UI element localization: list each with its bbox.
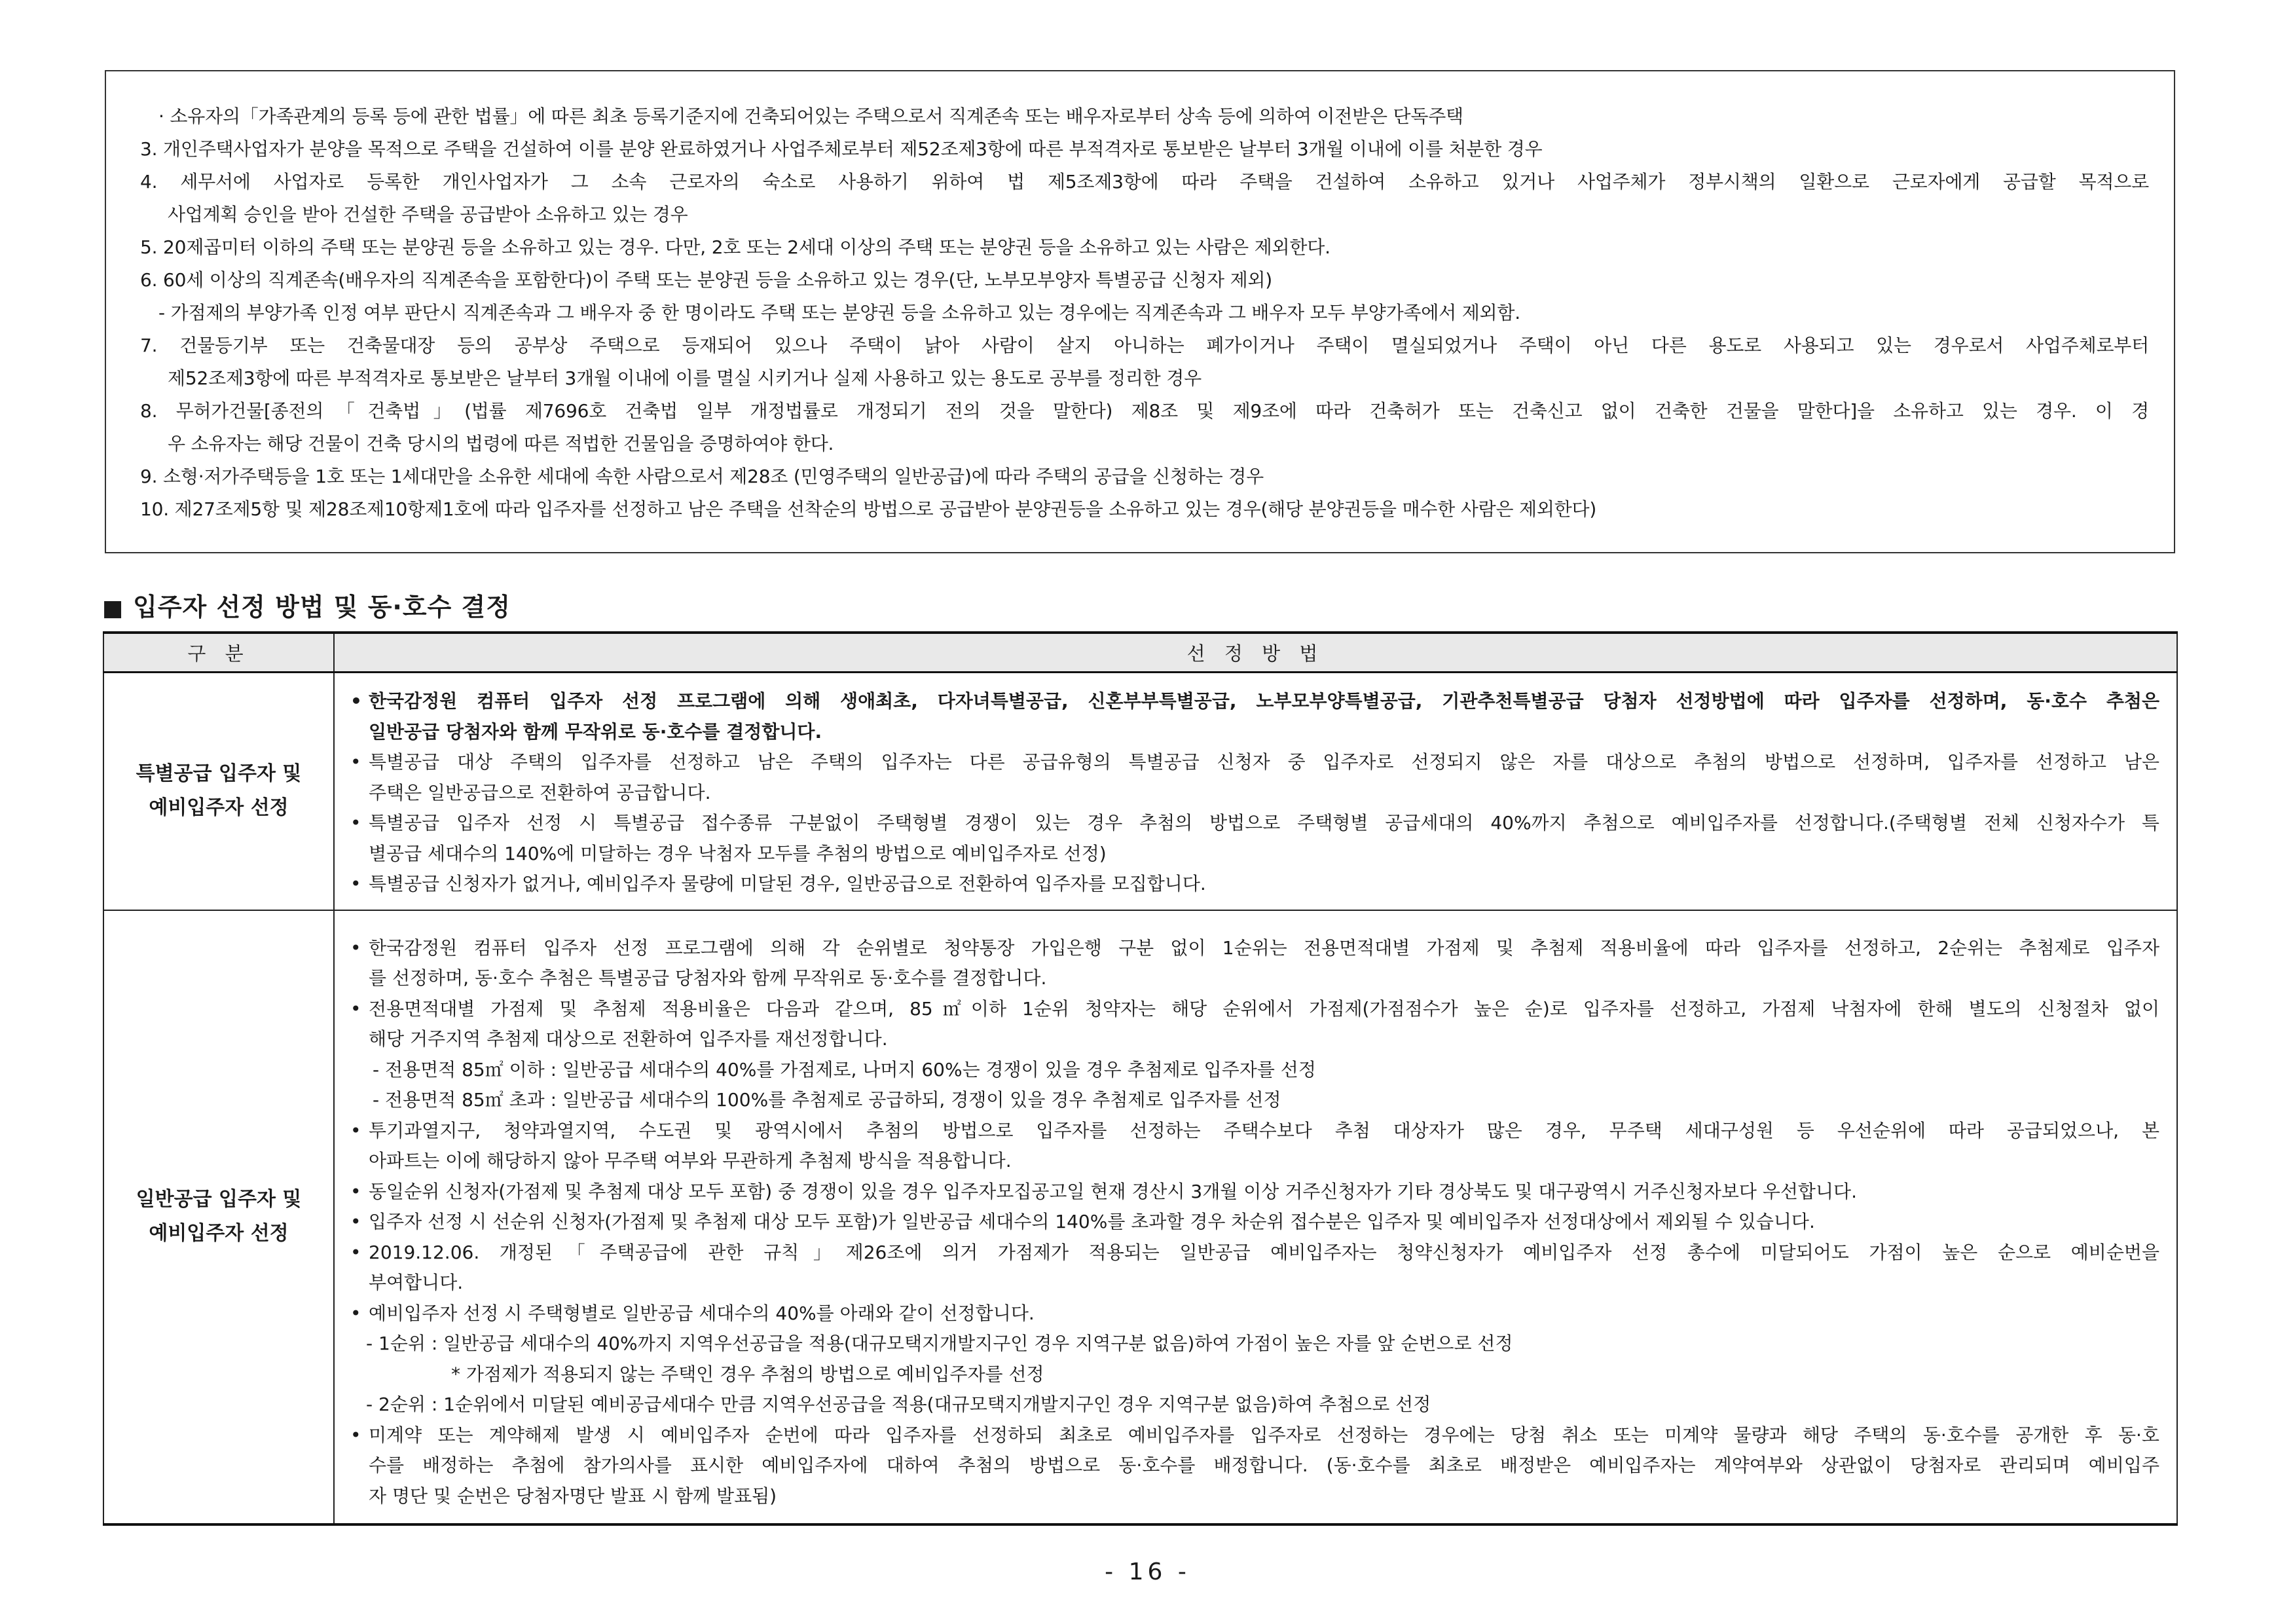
bullet-icon: •: [350, 997, 361, 1020]
bullet-continuation: 를 선정하며, 동·호수 추첨은 특별공급 당첨자와 함께 무작위로 동·호수를 결정합니다.: [369, 967, 1047, 989]
bullet-continuation: 부여합니다.: [369, 1272, 464, 1293]
bullet-item: • 한국감정원 컴퓨터 입주자 선정 프로그램에 의해 각 순위별로 청약통장 가입은행 구분 없이 1순위는 전용면적대별 가점제 및 추첨제 적용비율에 따라 입주자를 선정하고, 2순위는 추첨제로 입주자: [346, 933, 2159, 964]
text-line: - 가점제의 부양가족 인정 여부 판단시 직계존속과 그 배우자 중 한 명이라도 주택 또는 분양권 등을 소유하고 있는 경우에는 직계존속과 그 배우자 모두 부양가족에서 제외함.: [158, 302, 1520, 323]
bullet-icon: •: [350, 873, 361, 895]
text-line: · 소유자의「가족관계의 등록 등에 관한 법률」에 따른 최초 등록기준지에 건축되어있는 주택으로서 직계존속 또는 배우자로부터 상속 등에 의하여 이전받은 단독주택: [158, 105, 1463, 127]
bullet-item: • 특별공급 신청자가 없거나, 예비입주자 물량에 미달된 경우, 일반공급으로 전환하여 입주자를 모집합니다.: [346, 869, 2159, 900]
bullet-continuation: 수를 배정하는 추첨에 참가의사를 표시한 예비입주자에 대하여 추첨의 방법으로 동·호수를 배정합니다. (동·호수를 최초로 배정받은 예비입주자는 계약여부와 상관없이 당첨자로 관리되며 예비입주: [369, 1454, 2159, 1476]
category-label-line: 특별공급 입주자 및: [136, 762, 302, 786]
text-line: 4. 세무서에 사업자로 등록한 개인사업자가 그 소속 근로자의 숙소로 사용하기 위하여 법 제5조제3항에 따라 주택을 건설하여 소유하고 있거나 사업주체가 정부시책의 일환으로 근로자에게 공급할 목적으로: [140, 171, 2149, 193]
section-heading: [102, 587, 511, 623]
bullet-icon: •: [350, 1424, 361, 1446]
column-header-category: 구 분: [103, 633, 334, 673]
text-line: 10. 제27조제5항 및 제28조제10항제1호에 따라 입주자를 선정하고 남은 주택을 선착순의 방법으로 공급받아 분양권등을 소유하고 있는 경우(해당 분양권등을 매수한 사람은 제외한다): [140, 498, 1597, 520]
bullet-item: • 투기과열지구, 청약과열지역, 수도권 및 광역시에서 추첨의 방법으로 입주자를 선정하는 주택수보다 추첨 대상자가 많은 경우, 무주택 세대구성원 등 우선순위에 따라 공급되었으나, 본: [346, 1116, 2159, 1147]
text-line: 사업계획 승인을 받아 건설한 주택을 공급받아 소유하고 있는 경우: [168, 204, 688, 225]
text-line: 5. 20제곱미터 이하의 주택 또는 분양권 등을 소유하고 있는 경우. 다만, 2호 또는 2세대 이상의 주택 또는 분양권 등을 소유하고 있는 사람은 제외한다.: [140, 236, 1331, 258]
method-cell: [334, 673, 2177, 910]
square-bullet-icon: ■: [102, 595, 124, 621]
bullet-item: • 2019.12.06. 개정된「주택공급에 관한 규칙」제26조에 의거 가점제가 적용되는 일반공급 예비입주자는 청약신청자가 예비입주자 선정 총수에 미달되어도 가점이 높은 순으로 예비순번을: [346, 1238, 2159, 1268]
text-line: 제52조제3항에 따른 부적격자로 통보받은 날부터 3개월 이내에 이를 멸실 시키거나 실제 사용하고 있는 용도로 공부를 정리한 경우: [168, 367, 1202, 389]
bullet-icon: •: [350, 812, 361, 834]
section-title: 입주자 선정 방법 및 동·호수 결정: [133, 593, 511, 621]
bullet-item: • 전용면적대별 가점제 및 추첨제 적용비율은 다음과 같으며, 85㎡이하 1순위 청약자는 해당 순위에서 가점제(가점점수가 높은 순)로 입주자를 선정하고, 가점제 낙첨자에 한해 별도의 신청절차 없이: [346, 994, 2159, 1025]
bullet-icon: •: [350, 1211, 361, 1232]
category-label-line: 일반공급 입주자 및: [136, 1188, 302, 1211]
category-label-line: 예비입주자 선정: [149, 796, 289, 820]
method-cell: [334, 910, 2177, 1525]
sub-item: - 전용면적 85㎡ 초과 : 일반공급 세대수의 100%를 추첨제로 공급하되, 경쟁이 있을 경우 추첨제로 입주자를 선정: [373, 1089, 1281, 1111]
bullet-item: • 미계약 또는 계약해제 발생 시 예비입주자 순번에 따라 입주자를 선정하되 최초로 예비입주자를 입주자로 선정하는 경우에는 당첨 취소 또는 미계약 물량과 해당 주택의 동·호수를 공개한 후 동·호: [346, 1420, 2159, 1451]
bullet-continuation: 별공급 세대수의 140%에 미달하는 경우 낙첨자 모두를 추첨의 방법으로 예비입주자로 선정): [369, 842, 1107, 864]
selection-method-table: [103, 631, 2178, 1526]
column-header-method: 선 정 방 법: [334, 633, 2177, 673]
table-header-row: [103, 633, 2177, 673]
text-line: 3. 개인주택사업자가 분양을 목적으로 주택을 건설하여 이를 분양 완료하였거나 사업주체로부터 제52조제3항에 따른 부적격자로 통보받은 날부터 3개월 이내에 이를 처분한 경우: [140, 138, 1543, 160]
table-row-general-supply: [103, 910, 2177, 1525]
sub-item: - 1순위 : 일반공급 세대수의 40%까지 지역우선공급을 적용(대규모택지개발지구인 경우 지역구분 없음)하여 가점이 높은 자를 앞 순번으로 선정: [366, 1333, 1513, 1354]
bullet-icon: •: [350, 936, 361, 959]
table-row-special-supply: [103, 673, 2177, 910]
sub-item: - 전용면적 85㎡ 이하 : 일반공급 세대수의 40%를 가점제로, 나머지 60%는 경쟁이 있을 경우 추첨제로 입주자를 선정: [373, 1058, 1316, 1080]
page-number: - 16 -: [1105, 1559, 1190, 1585]
bullet-icon: •: [350, 751, 361, 773]
bullet-item: • 특별공급 입주자 선정 시 특별공급 접수종류 구분없이 주택형별 경쟁이 있는 경우 추첨의 방법으로 주택형별 공급세대의 40%까지 추첨으로 예비입주자를 선정합니다.(주택형별 전체 신청자수가 특: [346, 808, 2159, 839]
bullet-icon: •: [350, 1119, 361, 1141]
bullet-item: • 동일순위 신청자(가점제 및 추첨제 대상 모두 포함) 중 경쟁이 있을 경우 입주자모집공고일 현재 경산시 3개월 이상 거주신청자가 기타 경상북도 및 대구광역시 거주신청자보다 우선합니다.: [346, 1177, 2159, 1208]
bullet-item: • 입주자 선정 시 선순위 신청자(가점제 및 추첨제 대상 모두 포함)가 일반공급 세대수의 140%를 초과할 경우 차순위 접수분은 입주자 및 예비입주자 선정대상에서 제외될 수 있습니다.: [346, 1207, 2159, 1238]
category-label-line: 예비입주자 선정: [149, 1222, 289, 1246]
bullet-continuation: 자 명단 및 순번은 당첨자명단 발표 시 함께 발표됨): [369, 1485, 777, 1507]
text-line: 7. 건물등기부 또는 건축물대장 등의 공부상 주택으로 등재되어 있으나 주택이 낡아 사람이 살지 아니하는 폐가이거나 주택이 멸실되었거나 주택이 아닌 다른 용도로 사용되고 있는 경우로서 사업주체로부터: [140, 335, 2149, 356]
bullet-continuation: 해당 거주지역 추첨제 대상으로 전환하여 입주자를 재선정합니다.: [369, 1028, 888, 1050]
category-cell: [103, 910, 334, 1525]
sub-item: - 2순위 : 1순위에서 미달된 예비공급세대수 만큼 지역우선공급을 적용(대규모택지개발지구인 경우 지역구분 없음)하여 추첨으로 선정: [366, 1393, 1431, 1415]
bullet-continuation: 아파트는 이에 해당하지 않아 무주택 여부와 무관하게 추첨제 방식을 적용합니다.: [369, 1150, 1012, 1172]
bullet-icon: •: [350, 1302, 361, 1324]
text-line: 6. 60세 이상의 직계존속(배우자의 직계존속을 포함한다)이 주택 또는 분양권 등을 소유하고 있는 경우(단, 노부모부양자 특별공급 신청자 제외): [140, 269, 1272, 291]
text-line: 우 소유자는 해당 건물이 건축 당시의 법령에 따른 적법한 건물임을 증명하여야 한다.: [168, 433, 834, 454]
bullet-continuation: 주택은 일반공급으로 전환하여 공급합니다.: [369, 781, 711, 803]
ineligible-housing-list-box: [105, 70, 2175, 553]
bullet-icon: •: [350, 690, 362, 712]
bullet-continuation: 일반공급 당첨자와 함께 무작위로 동·호수를 결정합니다.: [369, 720, 822, 743]
bullet-item: • 예비입주자 선정 시 주택형별로 일반공급 세대수의 40%를 아래와 같이 선정합니다.: [346, 1299, 2159, 1329]
bullet-item: • 한국감정원 컴퓨터 입주자 선정 프로그램에 의해 생애최초, 다자녀특별공급, 신혼부부특별공급, 노부모부양특별공급, 기관추천특별공급 당첨자 선정방법에 따라 입주자를 선정하며, 동·호수 추첨은: [346, 686, 2159, 717]
bullet-icon: •: [350, 1241, 361, 1263]
bullet-item: • 특별공급 대상 주택의 입주자를 선정하고 남은 주택의 입주자는 다른 공급유형의 특별공급 신청자 중 입주자로 선정되지 않은 자를 대상으로 추첨의 방법으로 선정하며, 입주자를 선정하고 남은: [346, 747, 2159, 778]
text-line: 8. 무허가건물[종전의「건축법」(법률 제7696호 건축법 일부 개정법률로 개정되기 전의 것을 말한다) 제8조 및 제9조에 따라 건축허가 또는 건축신고 없이 건축한 건물을 말한다]을 소유하고 있는 경우. 이 경: [140, 400, 2149, 422]
bullet-icon: •: [350, 1180, 361, 1202]
category-cell: [103, 673, 334, 910]
text-line: 9. 소형·저가주택등을 1호 또는 1세대만을 소유한 세대에 속한 사람으로서 제28조 (민영주택의 일반공급)에 따라 주택의 공급을 신청하는 경우: [140, 466, 1264, 487]
note-item: * 가점제가 적용되지 않는 주택인 경우 추첨의 방법으로 예비입주자를 선정: [451, 1363, 1044, 1385]
